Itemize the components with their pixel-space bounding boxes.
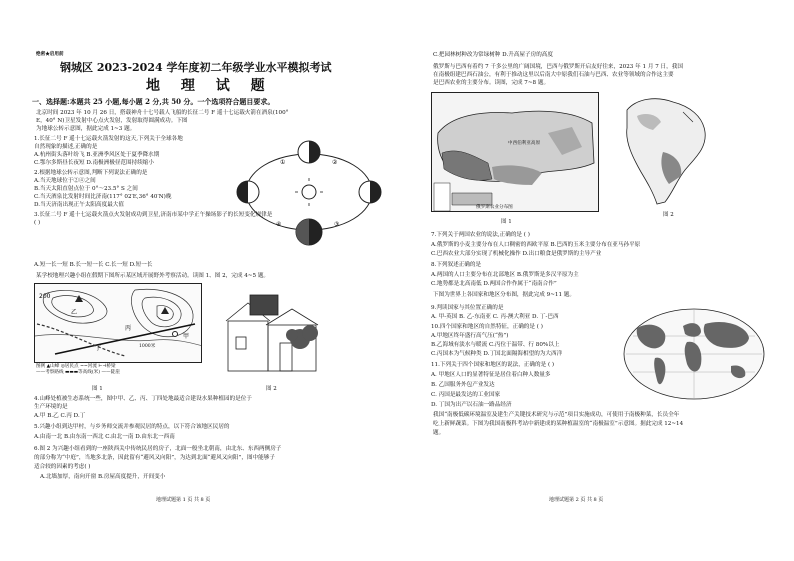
question-1: 1.长征二号 F 遥十七运载火箭发射的这天,下列关于全球各地: [34, 136, 183, 142]
figure-1-caption: 图 1: [92, 386, 103, 392]
contour-map: [34, 283, 202, 363]
question-6: 的部分称为“中庭”，当地多北条，因此留有“避风又向阳”，为达到北面“避风又向阳”，图中能够子: [34, 455, 275, 461]
question-8: 8.下列叙述正确的是: [431, 262, 482, 268]
question-9-options[interactable]: A. 甲-英国 B. 乙-东南亚 C. 丙-澳大利亚 D. 丁-巴西: [431, 314, 559, 320]
svg-text:④: ④: [276, 221, 282, 228]
question-11-option[interactable]: C. 丙国是最发达的工业国家: [431, 392, 501, 398]
intro-line: 俄罗斯与巴西有着约 7 千多公里的广阔国境，巴西与俄罗斯开启友好往来，2023 年 1 月 7 日，我国: [433, 64, 683, 70]
question-6-options[interactable]: A.北墙加厚，南向开窗 B.房屋高度提升，开间变小: [40, 474, 166, 480]
question-4-options[interactable]: A.甲 B.乙 C.丙 D.丁: [34, 413, 86, 419]
question-11-option[interactable]: A. 甲地区人口的显著特征是居住着白种人数量多: [431, 372, 551, 378]
intro-line: 为地球公转示意图，据此完成 1~3 题。: [36, 126, 136, 132]
svg-text:200: 200: [39, 293, 51, 300]
intro-line: 北京时间 2023 年 10 月 26 日，搭载神舟十七号载人飞船的长征二号 F 遥十七运载火箭在酒泉(100°: [36, 110, 289, 116]
question-2-option[interactable]: B.当天太阳直射点位于 0°～23.5° S 之间: [34, 186, 138, 192]
question-5-options[interactable]: A.由南一北 B.由东南一西北 C.由北一南 D.由东北一西南: [34, 434, 175, 440]
map-legend: 图例 ▲山峰 ◎居民点 ~~河流 ⊢⊣桥梁: [36, 364, 116, 369]
question-10: 10.四个国家和地区的自然特征，正确的是 ( ): [431, 324, 543, 330]
svg-text:丁: 丁: [95, 345, 102, 352]
figure-1-caption: 图 1: [501, 219, 512, 225]
intro-line: E，40° N)卫星发射中心点火发射，发射取得圆满成功。下图: [36, 118, 188, 124]
question-2: 2.根据地球公转示意图,判断下列说法正确的是: [34, 170, 148, 176]
svg-text:②: ②: [332, 159, 338, 166]
question-3-cont: ( ): [34, 220, 41, 226]
question-3: 3.长征二号 F 遥十七运载火箭点火发射成功到卫星,济南市某中学正午操场影子的长短变化规律是: [34, 212, 273, 218]
question-1-options[interactable]: C.鄂尔多斯昼长夜短 D.南极洲极昼范围持续缩小: [34, 160, 154, 166]
earth-orbit-diagram: [234, 134, 384, 250]
page-footer: 地理试题第 2 页 共 8 页: [549, 497, 604, 503]
question-11-option[interactable]: D. 丁国为出产以石油一路品经济: [431, 402, 512, 408]
question-7-options[interactable]: C.巴西农业大部分实现了机械化操作 D.出口粮食是俄罗斯的主导产业: [431, 251, 602, 257]
question-9: 9.判读国家与其位置正确的是: [431, 305, 504, 311]
question-10-options[interactable]: C.丙国本为气候种类 D.丁国北面隔海相望的为大西洋: [431, 351, 563, 357]
intro-4: 吃上新鲜蔬菜。下图为我国南极科考站中新建成的某种植温室的“南极温室”示意图。据此完成 12~14: [433, 421, 684, 427]
intro-4: 我国“南极低碳环境温室及建生产关键技术研究与示范”项目实施成功，可使用于南极种菜，长员全年: [433, 412, 680, 418]
intro-line: 在南极组建巴西石油公，有利于推动这里以后南大中原我们石油与巴西、农业等领域的合作这主要: [433, 72, 674, 78]
svg-text:甲: 甲: [183, 333, 190, 340]
section-heading: 一、选择题:本题共 25 小题,每小题 2 分,共 50 分。一个选项符合题目要求。: [32, 97, 275, 106]
page-footer: 地理试题第 1 页 共 8 页: [156, 497, 211, 503]
question-1-cont: 自然现象的描述,正确的是: [34, 144, 98, 150]
question-6: 适合较的因素的考虑( ): [34, 464, 91, 470]
secret-label: 绝密★启用前: [36, 52, 64, 57]
map-legend: ——考察路线 ▬▬▬等高线(米) ——陡崖: [36, 370, 120, 375]
question-8-options[interactable]: A.两国的人口主要分布在北部地区 B.俄罗斯是多汉平原为主: [431, 272, 579, 278]
svg-text:③: ③: [334, 221, 340, 228]
brazil-map: [623, 92, 709, 210]
world-map: [621, 306, 767, 402]
question-6-options-cont[interactable]: C.把园林树种改为常绿树种 D.升高屋子房的高度: [433, 52, 553, 58]
russia-agriculture-map: [431, 92, 599, 212]
intro-3: 下图为世界上各国家和地区分布图，据此完成 9~11 题。: [433, 292, 575, 298]
question-8-options[interactable]: C.地势都是北高南低 D.两国合作作属于“南南合作”: [431, 281, 557, 287]
question-4: 4.山峰处植被生态系统一些，图中甲、乙、丙、丁四处地最适合建设水果种植园的是位于: [34, 396, 252, 402]
map-region-label: 中西伯利亚高原: [507, 141, 541, 146]
house-illustration: [220, 291, 328, 377]
svg-text:①: ①: [280, 159, 286, 166]
right-page: [397, 0, 794, 561]
question-2-option[interactable]: C.当天酒泉比发射时间比济南(117° 02′E,36° 40′N)晚: [34, 194, 172, 200]
question-11-option[interactable]: B. 乙国服务外包产业发达: [431, 382, 495, 388]
svg-text:乙: 乙: [71, 309, 78, 316]
question-11: 11.下列关于四个国家和地区的说法，正确的是 ( ): [431, 362, 555, 368]
figure-2-caption: 图 2: [663, 212, 674, 218]
intro-4: 题。: [433, 430, 445, 436]
question-5: 5.兴趣小组到达甲村，与乡务师交流并参观民居的特点，以下符合该地区民居的: [34, 424, 230, 430]
figure-2-caption: 图 2: [266, 386, 277, 392]
question-6: 6.图 2 为兴趣小组看到的一座陕西关中传统民居的房子，北面一般坐北朝南，由北东、东西两侧房子: [34, 446, 282, 452]
question-7-options[interactable]: A.俄罗斯的小麦主要分布在人口稠密的西欧平原 B.巴西的玉米主要分布在亚马孙平原: [431, 242, 641, 248]
map-title: 俄罗斯农业分布图: [476, 205, 513, 210]
question-10-options[interactable]: B.乙海域有淡水与暖流 C.丙位于温带、行 80%以上: [431, 342, 560, 348]
intro-line: 是巴西农业的主要分布。读图，完成 7~8 题。: [433, 80, 550, 86]
question-4-cont: 生产环境的是: [34, 404, 68, 410]
intro-2: 某学校地理兴趣小组在假期下图所示某区域开展野外考察活动。读图 1、图 2，完成 4~5 题。: [36, 273, 270, 279]
question-2-option[interactable]: D.当天济南出现正午太阳高度最大值: [34, 202, 124, 208]
question-7: 7.下列关于两国农业的说法,正确的是 ( ): [431, 232, 530, 238]
subject-title: 地 理 试 题: [146, 78, 273, 94]
map-scale: 1000米: [139, 344, 156, 349]
exam-title: 钢城区 2023-2024 学年度初二年级学业水平模拟考试: [60, 61, 332, 74]
question-1-options[interactable]: A.杭州街头落叶纷飞 B.亚洲季风区处于夏季降水期: [34, 152, 160, 158]
question-10-options[interactable]: A.甲地区终年盛行高气压(“热”): [431, 333, 509, 339]
question-3-options[interactable]: A.短一长一短 B.长一短一长 C.长一短 D.短一长: [34, 262, 153, 268]
svg-text:丙: 丙: [125, 325, 132, 332]
question-2-option[interactable]: A.当天地球位于②④之间: [34, 178, 96, 184]
